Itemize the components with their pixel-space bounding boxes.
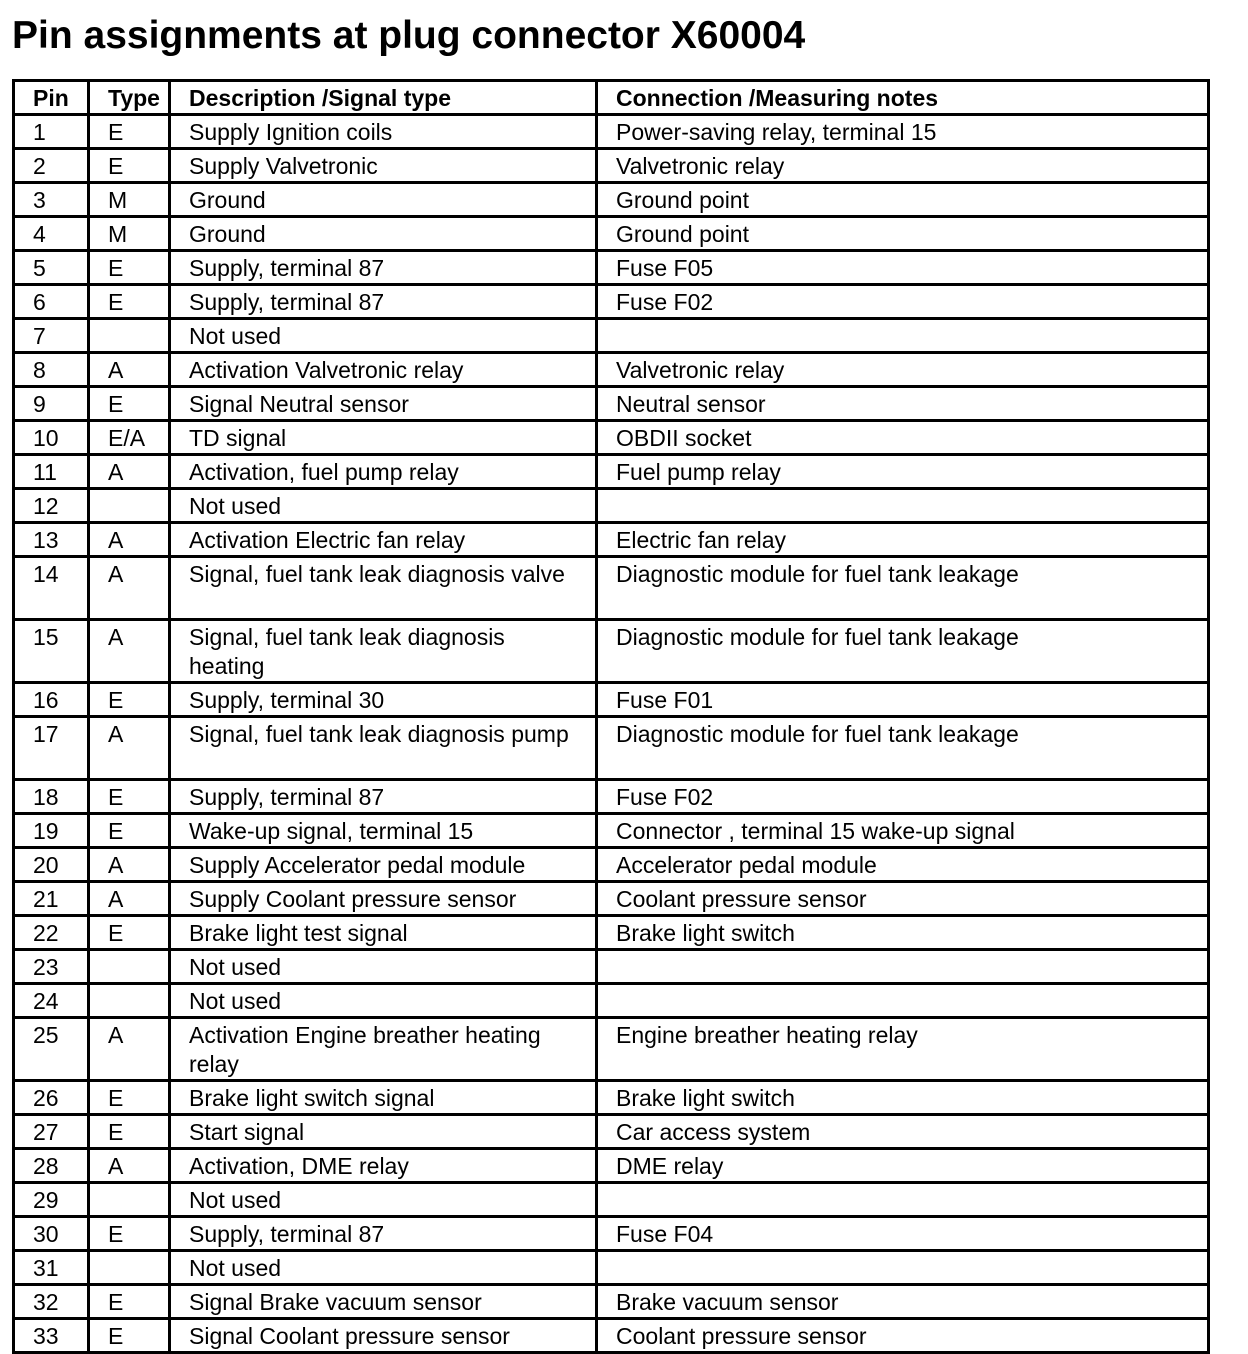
cell-description: Not used <box>170 1251 597 1285</box>
cell-connection: Diagnostic module for fuel tank leakage <box>597 557 1209 620</box>
table-row <box>14 387 1209 421</box>
table-row <box>14 1149 1209 1183</box>
cell-connection: Ground point <box>597 217 1209 251</box>
cell-description: Supply, terminal 87 <box>170 251 597 285</box>
cell-type: E <box>89 285 170 319</box>
table-row <box>14 814 1209 848</box>
cell-description: Supply Ignition coils <box>170 115 597 149</box>
cell-type <box>89 1251 170 1285</box>
cell-pin: 19 <box>14 814 89 848</box>
cell-type: A <box>89 620 170 683</box>
cell-pin: 10 <box>14 421 89 455</box>
cell-pin: 27 <box>14 1115 89 1149</box>
cell-connection: Fuse F01 <box>597 683 1209 717</box>
cell-connection <box>597 984 1209 1018</box>
cell-pin: 25 <box>14 1018 89 1081</box>
cell-pin: 33 <box>14 1319 89 1353</box>
table-row <box>14 717 1209 780</box>
cell-description: TD signal <box>170 421 597 455</box>
cell-pin: 2 <box>14 149 89 183</box>
cell-description: Ground <box>170 183 597 217</box>
cell-description: Activation, DME relay <box>170 1149 597 1183</box>
page-title: Pin assignments at plug connector X60004 <box>12 14 806 57</box>
cell-pin: 12 <box>14 489 89 523</box>
cell-type: A <box>89 1018 170 1081</box>
cell-type: E <box>89 1217 170 1251</box>
cell-pin: 26 <box>14 1081 89 1115</box>
cell-connection: Connector , terminal 15 wake-up signal <box>597 814 1209 848</box>
cell-pin: 9 <box>14 387 89 421</box>
cell-description: Activation Valvetronic relay <box>170 353 597 387</box>
cell-pin: 31 <box>14 1251 89 1285</box>
header-connection: Connection /Measuring notes <box>597 81 1209 115</box>
cell-connection: Accelerator pedal module <box>597 848 1209 882</box>
table-row <box>14 984 1209 1018</box>
cell-description: Not used <box>170 950 597 984</box>
cell-connection: Engine breather heating relay <box>597 1018 1209 1081</box>
cell-description: Activation Engine breather heating relay <box>170 1018 597 1081</box>
cell-connection: Power-saving relay, terminal 15 <box>597 115 1209 149</box>
cell-pin: 24 <box>14 984 89 1018</box>
cell-description: Supply, terminal 87 <box>170 1217 597 1251</box>
cell-pin: 30 <box>14 1217 89 1251</box>
cell-connection: Fuel pump relay <box>597 455 1209 489</box>
cell-pin: 7 <box>14 319 89 353</box>
table-row <box>14 557 1209 620</box>
cell-connection: Diagnostic module for fuel tank leakage <box>597 620 1209 683</box>
cell-description: Not used <box>170 1183 597 1217</box>
cell-connection: Brake light switch <box>597 1081 1209 1115</box>
cell-description: Supply, terminal 30 <box>170 683 597 717</box>
cell-description: Supply Coolant pressure sensor <box>170 882 597 916</box>
cell-connection: Brake vacuum sensor <box>597 1285 1209 1319</box>
cell-description: Activation Electric fan relay <box>170 523 597 557</box>
cell-pin: 29 <box>14 1183 89 1217</box>
cell-pin: 3 <box>14 183 89 217</box>
cell-description: Ground <box>170 217 597 251</box>
cell-type: A <box>89 848 170 882</box>
table-row <box>14 1217 1209 1251</box>
cell-type: M <box>89 183 170 217</box>
cell-type: A <box>89 353 170 387</box>
cell-description: Supply Valvetronic <box>170 149 597 183</box>
cell-connection: DME relay <box>597 1149 1209 1183</box>
table-row <box>14 1183 1209 1217</box>
cell-type: E <box>89 1115 170 1149</box>
cell-pin: 23 <box>14 950 89 984</box>
table-row <box>14 1251 1209 1285</box>
cell-description: Brake light test signal <box>170 916 597 950</box>
cell-connection: Neutral sensor <box>597 387 1209 421</box>
table-row <box>14 523 1209 557</box>
table-row <box>14 421 1209 455</box>
cell-pin: 6 <box>14 285 89 319</box>
cell-connection <box>597 950 1209 984</box>
cell-description: Signal, fuel tank leak diagnosis heating <box>170 620 597 683</box>
table-row <box>14 950 1209 984</box>
cell-description: Brake light switch signal <box>170 1081 597 1115</box>
cell-type: A <box>89 557 170 620</box>
cell-connection <box>597 319 1209 353</box>
cell-type: A <box>89 1149 170 1183</box>
header-type: Type <box>89 81 170 115</box>
cell-pin: 32 <box>14 1285 89 1319</box>
cell-type: E <box>89 115 170 149</box>
cell-connection: Fuse F02 <box>597 780 1209 814</box>
cell-type: A <box>89 523 170 557</box>
header-pin: Pin <box>14 81 89 115</box>
table-body <box>14 115 1209 1353</box>
cell-type <box>89 984 170 1018</box>
cell-description: Signal Brake vacuum sensor <box>170 1285 597 1319</box>
table-row <box>14 489 1209 523</box>
cell-description: Not used <box>170 489 597 523</box>
cell-description: Wake-up signal, terminal 15 <box>170 814 597 848</box>
cell-type <box>89 1183 170 1217</box>
cell-connection: Diagnostic module for fuel tank leakage <box>597 717 1209 780</box>
cell-connection: OBDII socket <box>597 421 1209 455</box>
cell-pin: 4 <box>14 217 89 251</box>
cell-connection <box>597 1183 1209 1217</box>
cell-type: E <box>89 916 170 950</box>
cell-connection: Valvetronic relay <box>597 149 1209 183</box>
cell-connection: Coolant pressure sensor <box>597 1319 1209 1353</box>
cell-pin: 15 <box>14 620 89 683</box>
cell-connection: Brake light switch <box>597 916 1209 950</box>
cell-type <box>89 950 170 984</box>
table-row <box>14 882 1209 916</box>
table-row <box>14 353 1209 387</box>
table-row <box>14 780 1209 814</box>
cell-description: Signal Coolant pressure sensor <box>170 1319 597 1353</box>
table-row <box>14 251 1209 285</box>
cell-type: E/A <box>89 421 170 455</box>
cell-connection: Valvetronic relay <box>597 353 1209 387</box>
cell-description: Start signal <box>170 1115 597 1149</box>
cell-connection: Car access system <box>597 1115 1209 1149</box>
table-row <box>14 285 1209 319</box>
cell-connection: Fuse F04 <box>597 1217 1209 1251</box>
cell-type <box>89 489 170 523</box>
cell-pin: 8 <box>14 353 89 387</box>
cell-connection: Electric fan relay <box>597 523 1209 557</box>
cell-pin: 28 <box>14 1149 89 1183</box>
table-row <box>14 1018 1209 1081</box>
cell-description: Supply, terminal 87 <box>170 780 597 814</box>
cell-pin: 13 <box>14 523 89 557</box>
cell-type: E <box>89 387 170 421</box>
cell-pin: 1 <box>14 115 89 149</box>
cell-pin: 22 <box>14 916 89 950</box>
cell-description: Signal, fuel tank leak diagnosis pump <box>170 717 597 780</box>
cell-connection: Ground point <box>597 183 1209 217</box>
cell-type: E <box>89 1285 170 1319</box>
cell-description: Supply Accelerator pedal module <box>170 848 597 882</box>
cell-description: Signal Neutral sensor <box>170 387 597 421</box>
cell-connection: Fuse F02 <box>597 285 1209 319</box>
cell-pin: 21 <box>14 882 89 916</box>
cell-type: E <box>89 251 170 285</box>
cell-connection: Coolant pressure sensor <box>597 882 1209 916</box>
cell-type: A <box>89 882 170 916</box>
cell-type: M <box>89 217 170 251</box>
table-row <box>14 149 1209 183</box>
cell-type: E <box>89 1319 170 1353</box>
table-row <box>14 848 1209 882</box>
table-row <box>14 683 1209 717</box>
table-row <box>14 319 1209 353</box>
cell-type: A <box>89 717 170 780</box>
cell-pin: 11 <box>14 455 89 489</box>
cell-connection: Fuse F05 <box>597 251 1209 285</box>
table-row <box>14 183 1209 217</box>
table-row <box>14 1285 1209 1319</box>
cell-description: Not used <box>170 984 597 1018</box>
cell-pin: 17 <box>14 717 89 780</box>
cell-pin: 16 <box>14 683 89 717</box>
pin-assignment-table <box>12 79 1210 1354</box>
cell-type: E <box>89 1081 170 1115</box>
table-row <box>14 115 1209 149</box>
cell-type: E <box>89 683 170 717</box>
table-row <box>14 916 1209 950</box>
cell-type: A <box>89 455 170 489</box>
cell-pin: 14 <box>14 557 89 620</box>
table-row <box>14 455 1209 489</box>
cell-connection <box>597 1251 1209 1285</box>
cell-pin: 18 <box>14 780 89 814</box>
cell-connection <box>597 489 1209 523</box>
cell-description: Not used <box>170 319 597 353</box>
table-row <box>14 1115 1209 1149</box>
cell-type: E <box>89 780 170 814</box>
cell-pin: 20 <box>14 848 89 882</box>
table-row <box>14 1081 1209 1115</box>
table-header-row <box>14 81 1209 115</box>
header-description: Description /Signal type <box>170 81 597 115</box>
cell-description: Activation, fuel pump relay <box>170 455 597 489</box>
table-row <box>14 217 1209 251</box>
cell-type: E <box>89 814 170 848</box>
cell-description: Signal, fuel tank leak diagnosis valve <box>170 557 597 620</box>
cell-type: E <box>89 149 170 183</box>
table-row <box>14 620 1209 683</box>
cell-description: Supply, terminal 87 <box>170 285 597 319</box>
cell-type <box>89 319 170 353</box>
table-row <box>14 1319 1209 1353</box>
cell-pin: 5 <box>14 251 89 285</box>
